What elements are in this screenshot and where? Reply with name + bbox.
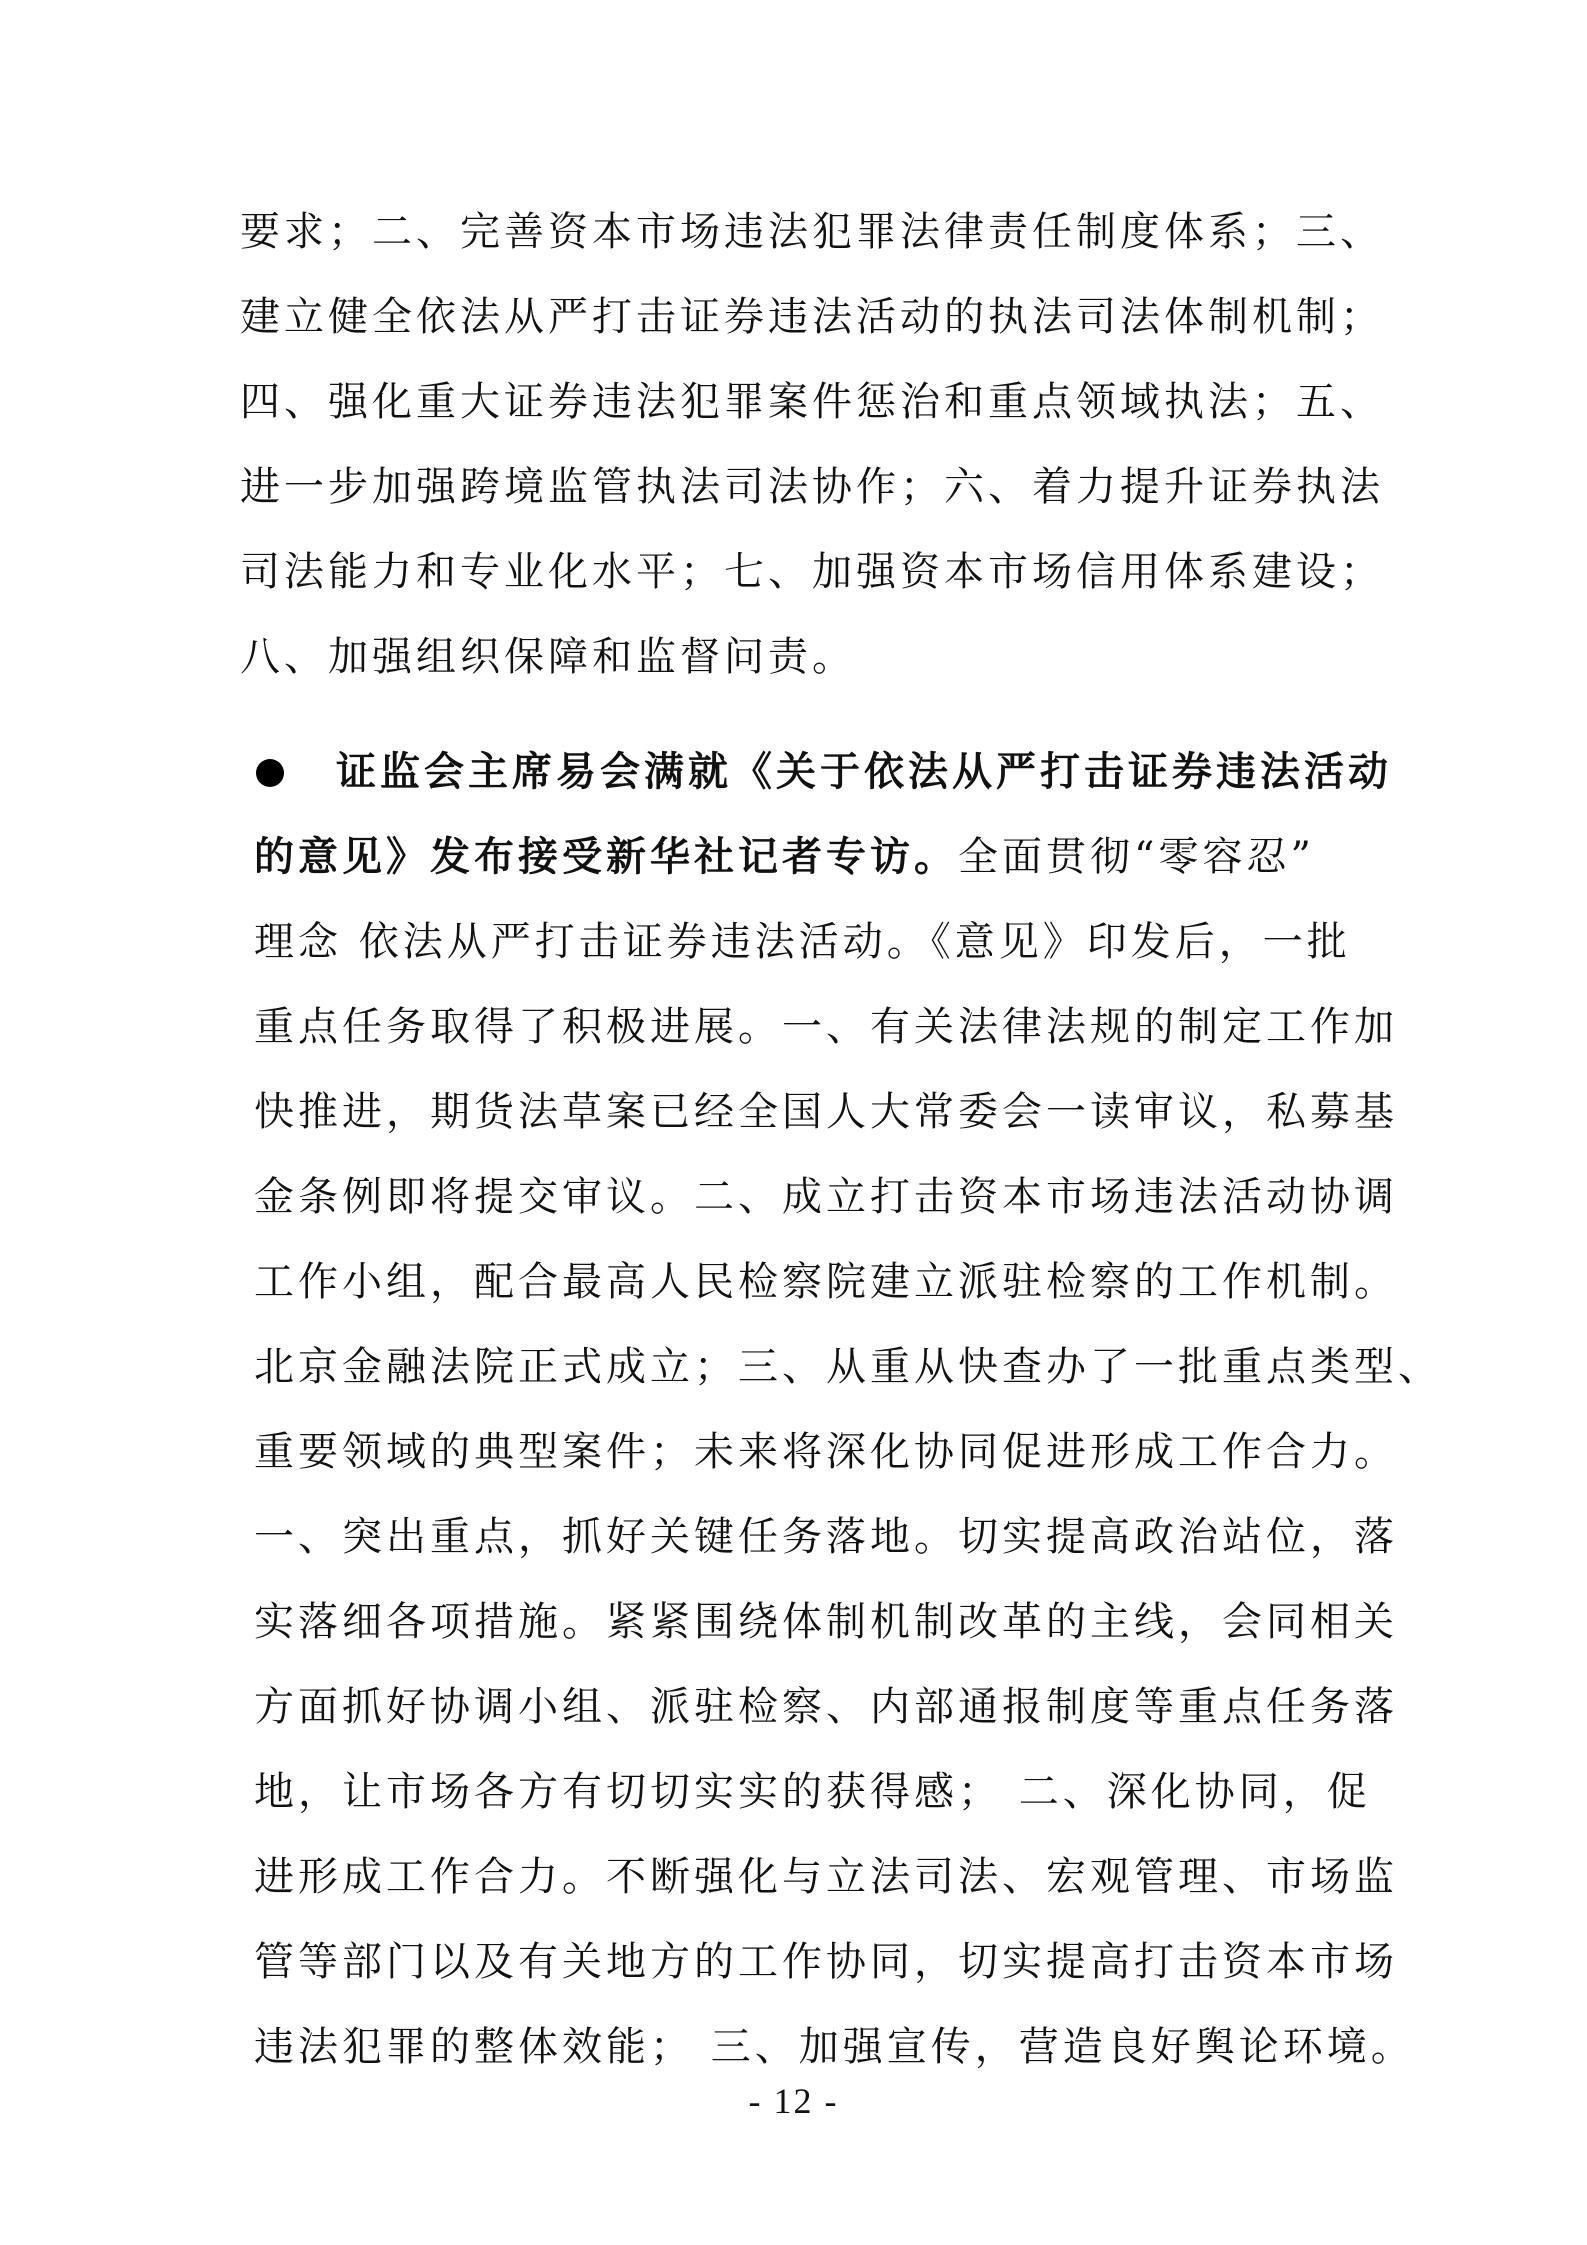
bullet-heading-part2: 的意见》发布接受新华社记者专访。 [254,834,958,880]
text-line: 理念 依法从严打击证券违法活动。《意见》印发后，一批 [254,919,1351,965]
text-line: 实落细各项措施。紧紧围绕体制机制改革的主线，会同相关 [254,1599,1398,1645]
text-line: 要求；二、完善资本市场违法犯罪法律责任制度体系；三、 [240,209,1384,255]
text-line: 进形成工作合力。不断强化与立法司法、宏观管理、市场监 [254,1854,1398,1900]
text-line: 司法能力和专业化水平；七、加强资本市场信用体系建设； [240,549,1384,595]
bullet-paragraph [240,730,1442,2090]
text-line: 方面抓好协调小组、派驻检察、内部通报制度等重点任务落 [254,1684,1398,1730]
text-line: 地，让市场各方有切切实实的获得感； 二、深化协同，促 [254,1769,1371,1815]
text-line: 进一步加强跨境监管执法司法协作；六、着力提升证券执法 [240,464,1384,510]
text-line: 管等部门以及有关地方的工作协同，切实提高打击资本市场 [254,1939,1398,1985]
text-line: 八、加强组织保障和监督问责。 [240,634,856,680]
text-line: 工作小组，配合最高人民检察院建立派驻检察的工作机制。 [254,1259,1398,1305]
bullet-body-start: 全面贯彻“零容忍” [958,834,1315,880]
bullet-heading-line-2 [240,815,1350,900]
page-number: - 12 - [748,2081,839,2121]
text-line: 快推进，期货法草案已经全国人大常委会一读审议，私募基 [254,1089,1398,1135]
bullet-heading-line [240,730,1392,815]
bullet-heading-part1: 证监会主席易会满就《关于依法从严打击证券违法活动 [336,749,1392,795]
text-line: 一、突出重点，抓好关键任务落地。切实提高政治站位，落 [254,1514,1398,1560]
bullet-icon [256,759,284,787]
text-line: 建立健全依法从严打击证券违法活动的执法司法体制机制； [240,294,1384,340]
text-line: 四、强化重大证券违法犯罪案件惩治和重点领域执法；五、 [240,379,1384,425]
text-line: 北京金融法院正式成立；三、从重从快查办了一批重点类型、 [254,1344,1442,1390]
text-line: 重点任务取得了积极进展。一、有关法律法规的制定工作加 [254,1004,1398,1050]
text-line: 违法犯罪的整体效能； 三、加强宣传，营造良好舆论环境。 [254,2024,1415,2070]
text-line: 金条例即将提交审议。二、成立打击资本市场违法活动协调 [254,1174,1398,1220]
intro-paragraph [240,190,1384,700]
text-line: 重要领域的典型案件；未来将深化协同促进形成工作合力。 [254,1429,1398,1475]
